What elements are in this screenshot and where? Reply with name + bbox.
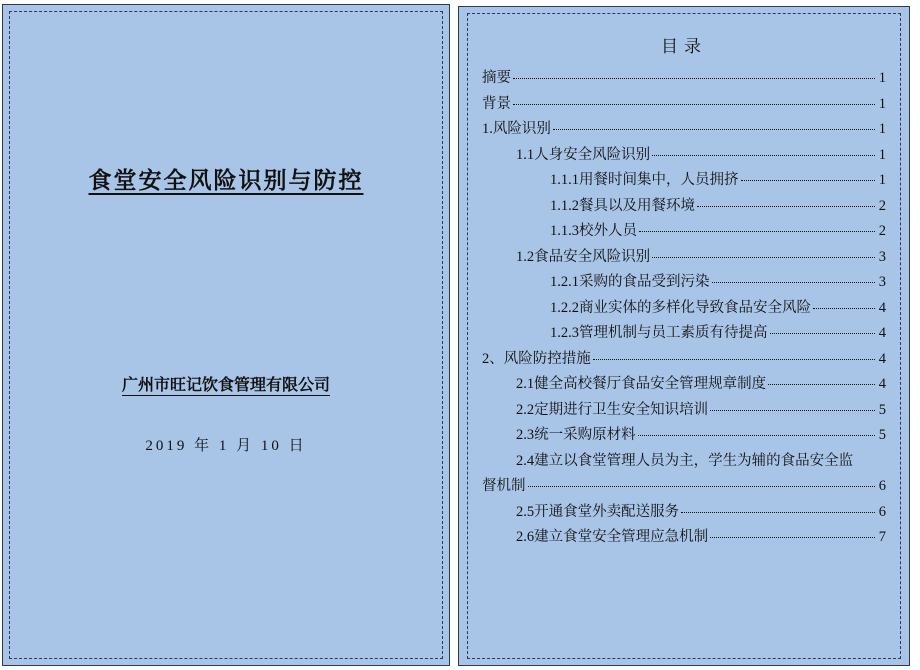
toc-entry-leader	[697, 206, 875, 207]
toc-list	[482, 71, 886, 545]
toc-entry[interactable]	[482, 97, 886, 112]
toc-entry-label: 1.2.2商业实体的多样化导致食品安全风险	[550, 299, 811, 316]
toc-entry-leader	[710, 410, 875, 411]
cover-page	[2, 4, 450, 666]
toc-entry[interactable]	[482, 122, 886, 137]
toc-entry[interactable]	[482, 301, 886, 316]
toc-entry-page-number: 1	[878, 172, 886, 188]
toc-entry-leader	[528, 486, 875, 487]
toc-entry-page-number: 4	[878, 325, 886, 341]
toc-entry-label: 2.4建立以食堂管理人员为主，学生为辅的食品安全监	[516, 452, 854, 469]
toc-entry-label: 摘要	[482, 70, 511, 86]
toc-entry[interactable]	[482, 199, 886, 214]
toc-entry-leader	[741, 180, 875, 181]
toc-entry-page-number: 5	[878, 401, 886, 418]
toc-entry[interactable]	[482, 173, 886, 188]
toc-entry[interactable]	[482, 250, 886, 265]
toc-entry-label: 1.1.2餐具以及用餐环境	[550, 197, 695, 214]
toc-entry-page-number: 3	[878, 274, 886, 290]
toc-entry[interactable]	[482, 71, 886, 86]
toc-entry-page-number: 4	[878, 350, 886, 367]
toc-entry-label: 1.1.1用餐时间集中，人员拥挤	[550, 172, 739, 188]
toc-entry-page-number: 2	[878, 223, 886, 239]
cover-company-name: 广州市旺记饮食管理有限公司	[121, 377, 330, 394]
toc-page-border	[467, 13, 901, 659]
toc-entry[interactable]	[482, 428, 886, 443]
cover-page-border	[9, 11, 443, 659]
toc-entry[interactable]	[482, 403, 886, 418]
toc-entry-label: 督机制	[482, 478, 526, 494]
cover-date: 2019 年 1 月 10 日	[145, 438, 307, 454]
toc-entry-label: 1.2食品安全风险识别	[516, 248, 651, 265]
toc-entry-page-number: 4	[878, 299, 886, 316]
toc-entry-page-number: 4	[878, 376, 886, 392]
toc-entry-leader	[593, 359, 875, 360]
toc-entry[interactable]	[482, 505, 886, 520]
toc-entry-page-number: 6	[878, 478, 886, 494]
page-title: 食堂安全风险识别与防控	[88, 168, 364, 193]
toc-entry[interactable]	[482, 224, 886, 239]
toc-entry-page-number: 5	[878, 427, 886, 443]
toc-entry-leader	[768, 384, 875, 385]
toc-entry-leader	[652, 155, 875, 156]
toc-entry-leader	[710, 537, 875, 538]
toc-entry-page-number: 7	[878, 529, 886, 545]
toc-entry[interactable]	[482, 530, 886, 545]
toc-entry-label: 2、风险防控措施	[482, 350, 591, 367]
toc-entry-label: 2.1健全高校餐厅食品安全管理规章制度	[516, 376, 767, 392]
toc-entry[interactable]	[482, 479, 886, 494]
toc-entry[interactable]	[482, 275, 886, 290]
toc-entry-page-number: 3	[878, 248, 886, 265]
toc-entry-leader	[770, 333, 875, 334]
toc-entry-label: 1.1.3校外人员	[550, 223, 637, 239]
toc-entry[interactable]	[482, 352, 886, 367]
toc-entry-page-number: 1	[878, 95, 886, 112]
toc-entry[interactable]	[482, 454, 886, 469]
toc-entry[interactable]	[482, 148, 886, 163]
toc-entry-label: 背景	[482, 95, 511, 112]
toc-entry-leader	[639, 231, 875, 232]
toc-entry-label: 2.6建立食堂安全管理应急机制	[516, 529, 709, 545]
toc-entry-label: 2.5开通食堂外卖配送服务	[516, 503, 680, 520]
toc-entry-leader	[513, 78, 875, 79]
toc-entry-leader	[813, 308, 875, 309]
toc-page	[458, 6, 910, 666]
toc-entry-leader	[513, 104, 875, 105]
toc-entry-leader	[553, 129, 875, 130]
toc-entry-page-number: 1	[878, 70, 886, 86]
toc-entry-label: 2.3统一采购原材料	[516, 427, 636, 443]
toc-entry-leader	[652, 257, 875, 258]
toc-entry-leader	[681, 512, 875, 513]
toc-entry-label: 1.风险识别	[482, 121, 551, 137]
toc-entry-page-number: 1	[878, 146, 886, 163]
toc-entry-page-number: 1	[878, 121, 886, 137]
toc-entry-leader	[638, 435, 875, 436]
toc-entry-page-number: 6	[878, 503, 886, 520]
toc-entry-label: 1.2.1采购的食品受到污染	[550, 274, 710, 290]
toc-entry-leader	[712, 282, 875, 283]
toc-heading: 目录	[661, 37, 707, 56]
toc-entry-label: 2.2定期进行卫生安全知识培训	[516, 401, 709, 418]
toc-entry[interactable]	[482, 377, 886, 392]
toc-entry[interactable]	[482, 326, 886, 341]
toc-entry-label: 1.1人身安全风险识别	[516, 146, 651, 163]
toc-entry-label: 1.2.3管理机制与员工素质有待提高	[550, 325, 768, 341]
toc-entry-page-number: 2	[878, 197, 886, 214]
